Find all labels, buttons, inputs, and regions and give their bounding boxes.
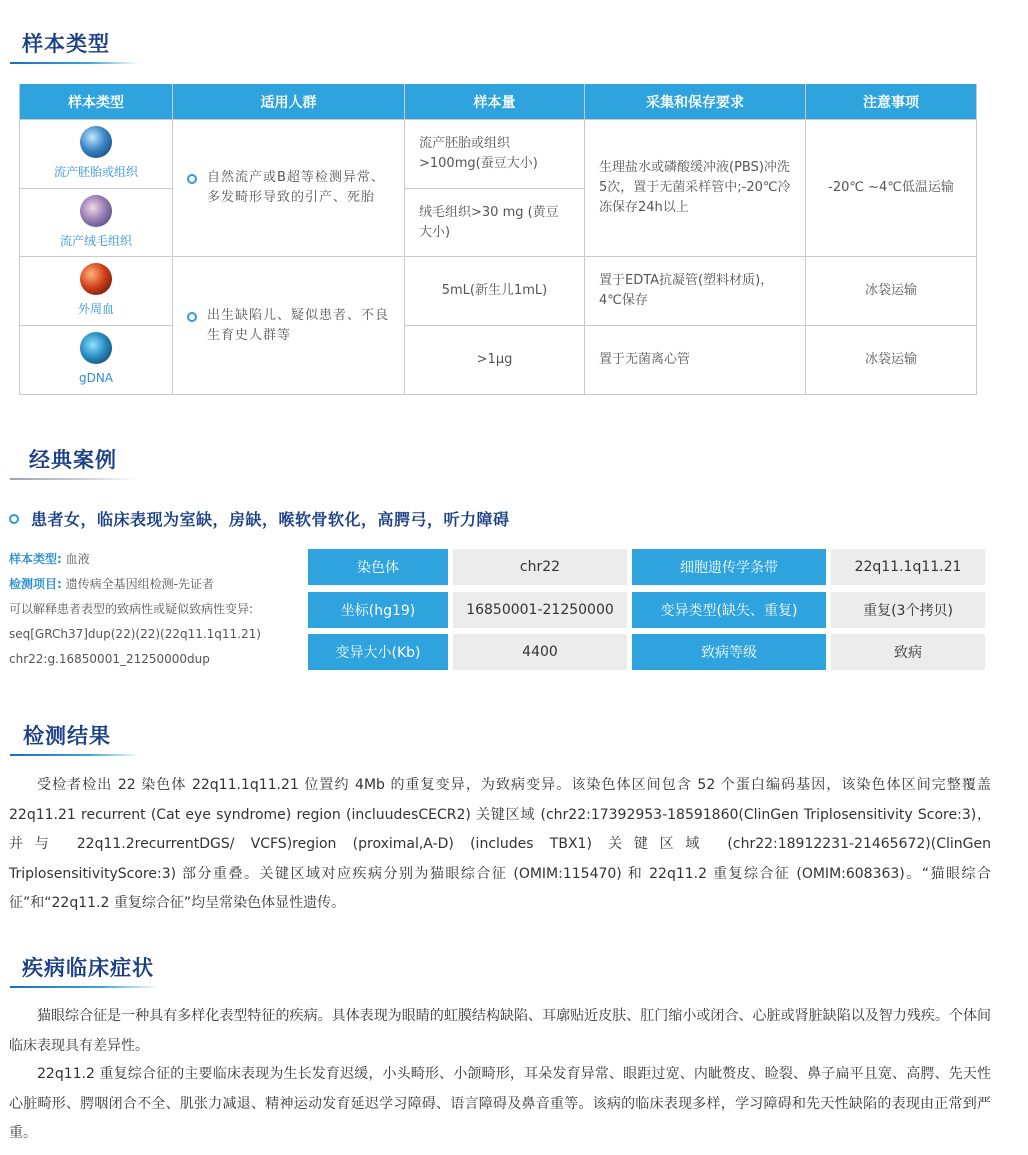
table-row [20, 257, 977, 326]
results-paragraph: 受检者检出 22 染色体 22q11.1q11.21 位置约 4Mb 的重复变异，为致病变异。该染色体区间包含 52 个蛋白编码基因，该染色体区间完整覆盖 22q11.21 recurrent (Cat eye syndrome) region (incluudesCECR2) 关键区域 (chr22:17392953-18591860(ClinGen Triplosensitivity Score:3)，并与 22q11.2recurrentDGS/ VCFS)region (proximal,A-D) (includes TBX1) 关键区域 (chr22:18912231-21465672)(ClinGen TriplosensitivityScore:3) 部分重叠。关键区域对应疾病分别为猫眼综合征 (OMIM:115470) 和 22q11.2 重复综合征 (OMIM:608363)。“猫眼综合征”和“22q11.2 重复综合征”均呈常染色体显性遗传。 [9, 777, 991, 911]
case-info [9, 547, 309, 672]
grid-label-variant-type: 变异类型(缺失、重复) [632, 592, 826, 628]
amount-cell: >1μg [405, 326, 585, 395]
bullet-icon [187, 174, 197, 184]
header-sample-type: 样本类型 [20, 84, 173, 120]
bullet-icon [9, 514, 19, 524]
section-underline [10, 478, 140, 480]
test-label: 检测项目: [9, 577, 62, 591]
grid-label-coordinate: 坐标(hg19) [308, 592, 448, 628]
storage-cell: 置于EDTA抗凝管(塑料材质)，4℃保存 [585, 257, 806, 326]
amount-cell: 流产胚胎或组织>100mg(蚕豆大小) [405, 120, 585, 189]
sample-value: 血液 [65, 552, 90, 566]
sample-type-gdna [20, 326, 173, 395]
sample-type-label: 流产绒毛组织 [59, 233, 132, 248]
grid-label-chromosome: 染色体 [308, 549, 448, 585]
sample-table [19, 84, 977, 395]
variant-line: seq[GRCh37]dup(22)(22)(22q11.1q11.21) [9, 627, 261, 641]
grid-value-band: 22q11.1q11.21 [831, 549, 985, 585]
notes-cell: 冰袋运输 [806, 257, 977, 326]
header-notes: 注意事项 [806, 84, 977, 120]
case-title: 患者女，临床表现为室缺，房缺，喉软骨软化，高腭弓，听力障碍 [31, 510, 510, 529]
amount-cell: 绒毛组织>30 mg (黄豆大小) [405, 189, 585, 257]
variant-line: chr22:g.16850001_21250000dup [9, 652, 210, 666]
storage-cell: 置于无菌离心管 [585, 326, 806, 395]
section-title-classic-case: 经典案例 [29, 448, 117, 472]
variant-intro: 可以解释患者表型的致病性或疑似致病性变异: [9, 602, 254, 616]
test-value: 遗传病全基因组检测-先证者 [65, 577, 214, 591]
villus-tissue-icon [80, 195, 112, 227]
embryo-tissue-icon [80, 126, 112, 158]
grid-value-chromosome: chr22 [453, 549, 627, 585]
population-text: 出生缺陷儿、疑似患者、不良生育史人群等 [207, 307, 390, 343]
population-cell [173, 257, 405, 395]
sample-type-blood [20, 257, 173, 326]
bullet-icon [187, 312, 197, 322]
sample-label: 样本类型: [9, 552, 62, 566]
population-cell [173, 120, 405, 257]
sample-type-label: gDNA [78, 371, 114, 385]
storage-cell: 生理盐水或磷酸缓冲液(PBS)冲洗5次，置于无菌采样管中;-20℃冷冻保存24h以上 [585, 120, 806, 257]
section-underline [10, 754, 140, 756]
sample-type-label: 外周血 [77, 302, 114, 316]
section-title-results: 检测结果 [23, 724, 111, 748]
grid-label-band: 细胞遗传学条带 [632, 549, 826, 585]
sample-type-embryo [20, 120, 173, 189]
symptoms-paragraph-2: 22q11.2 重复综合征的主要临床表现为生长发育迟缓，小头畸形、小颌畸形，耳朵发育异常、眼距过宽、内眦赘皮、睑裂、鼻子扁平且宽、高腭、先天性心脏畸形、腭咽闭合不全、肌张力减退、精神运动发育延迟学习障碍、语言障碍及鼻音重等。该病的临床表现多样，学习障碍和先天性缺陷的表现由正常到严重。 [9, 1066, 991, 1141]
section-underline [10, 62, 140, 64]
grid-label-size: 变异大小(Kb) [308, 634, 448, 670]
sample-type-villus [20, 189, 173, 257]
case-headline [9, 507, 510, 530]
sample-type-label: 流产胚胎或组织 [53, 165, 138, 179]
grid-value-coordinate: 16850001-21250000 [453, 592, 627, 628]
section-title-symptoms: 疾病临床症状 [22, 956, 154, 980]
header-population: 适用人群 [173, 84, 405, 120]
grid-value-size: 4400 [453, 634, 627, 670]
amount-cell: 5mL(新生儿1mL) [405, 257, 585, 326]
dna-icon [80, 332, 112, 364]
table-header-row [20, 84, 977, 120]
table-row [20, 120, 977, 189]
grid-value-variant-type: 重复(3个拷贝) [831, 592, 985, 628]
section-underline [10, 986, 160, 988]
notes-cell: 冰袋运输 [806, 326, 977, 395]
notes-cell: -20℃ ~4℃低温运输 [806, 120, 977, 257]
header-amount: 样本量 [405, 84, 585, 120]
blood-cells-icon [80, 263, 112, 295]
grid-label-pathogenicity: 致病等级 [632, 634, 826, 670]
population-text: 自然流产或B超等检测异常、多发畸形导致的引产、死胎 [207, 170, 385, 205]
table-row [20, 326, 977, 395]
symptoms-paragraph-1: 猫眼综合征是一种具有多样化表型特征的疾病。具体表现为眼睛的虹膜结构缺陷、耳廓贴近皮肤、肛门缩小或闭合、心脏或肾脏缺陷以及智力残疾。个体间临床表现具有差异性。 [9, 1008, 991, 1054]
grid-value-pathogenicity: 致病 [831, 634, 985, 670]
header-storage: 采集和保存要求 [585, 84, 806, 120]
section-title-sample-type: 样本类型 [22, 32, 110, 56]
